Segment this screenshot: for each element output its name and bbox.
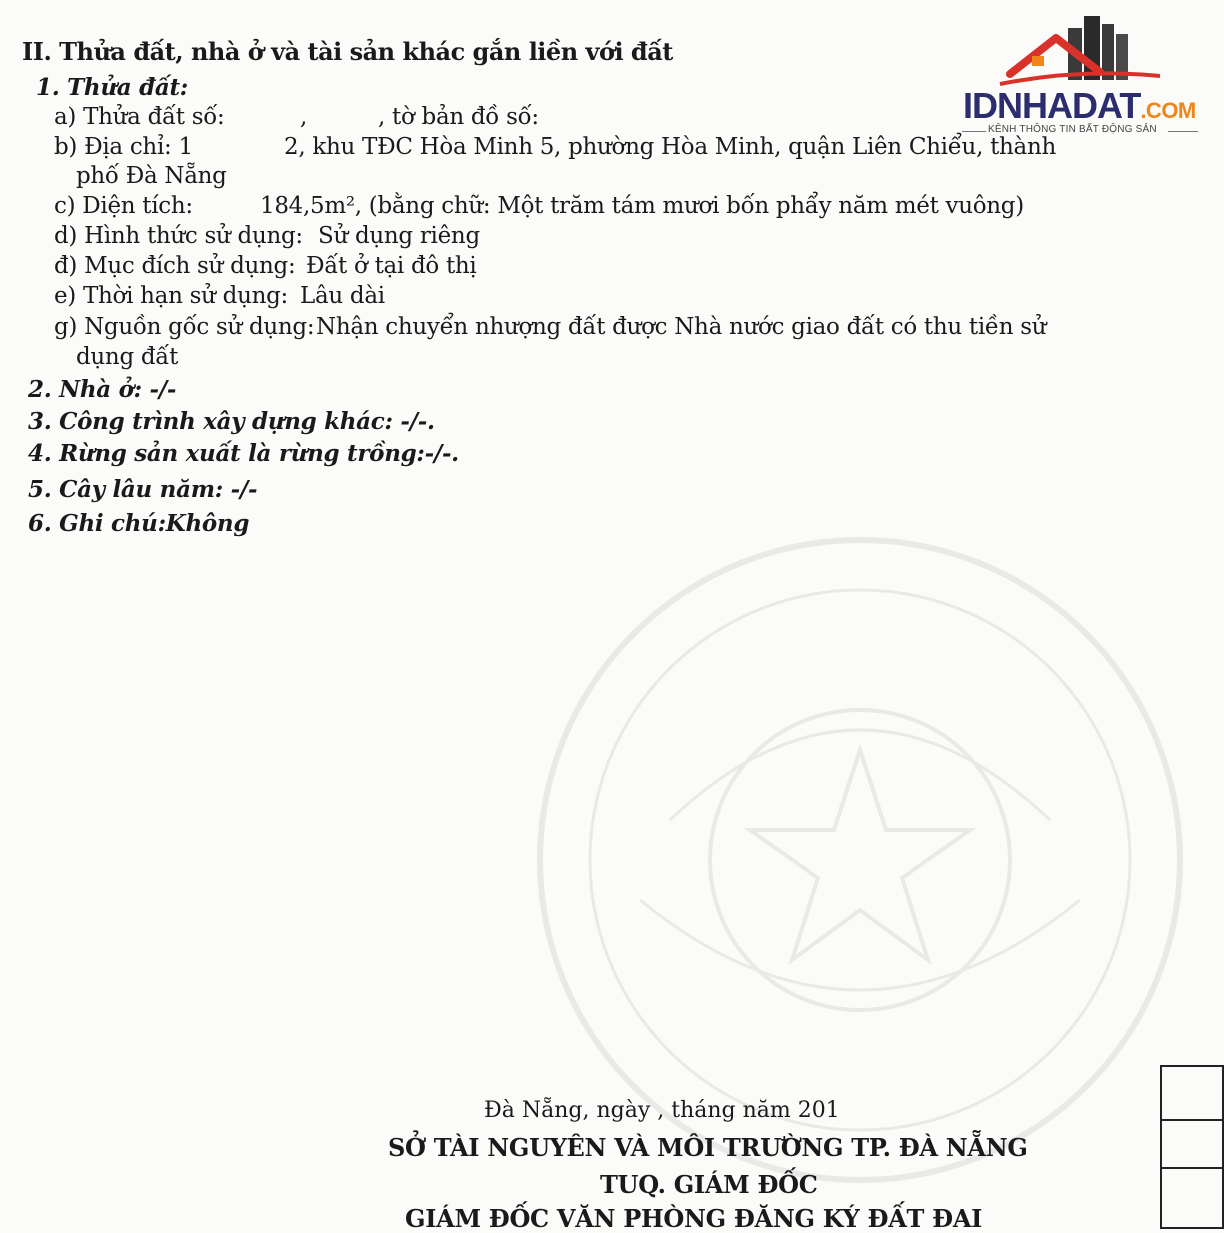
signing-role: TUQ. GIÁM ĐỐC <box>600 1170 818 1199</box>
usage-term-label: e) Thời hạn sử dụng: <box>54 283 288 309</box>
house-item: 2. Nhà ở: -/- <box>28 376 177 403</box>
land-heading: 1. Thửa đất: <box>36 74 188 101</box>
signing-authority: SỞ TÀI NGUYÊN VÀ MÔI TRƯỜNG TP. ĐÀ NẴNG <box>388 1133 1028 1162</box>
usage-origin-continuation: dụng đất <box>76 344 179 370</box>
logo-suffix: .COM <box>1140 98 1196 123</box>
register-grid-fragment <box>1160 1065 1224 1229</box>
address-value: 2, khu TĐC Hòa Minh 5, phường Hòa Minh, quận Liên Chiểu, thành <box>284 134 1056 160</box>
signature-date-line: Đà Nẵng, ngày , tháng năm 201 <box>484 1098 840 1123</box>
usage-purpose-value: Đất ở tại đô thị <box>306 253 477 279</box>
area-value: 184,5m², (bằng chữ: Một trăm tám mươi bốn phẩy năm mét vuông) <box>260 193 1024 219</box>
perennial-trees-item: 5. Cây lâu năm: -/- <box>28 476 258 503</box>
planted-forest-item: 4. Rừng sản xuất là rừng trồng:-/-. <box>28 440 459 467</box>
address-continuation: phố Đà Nẵng <box>76 163 227 189</box>
logo-rule-left <box>962 131 986 132</box>
usage-origin-value: Nhận chuyển nhượng đất được Nhà nước giao đất có thu tiền sử <box>316 314 1047 340</box>
other-construction-item: 3. Công trình xây dựng khác: -/-. <box>28 408 435 435</box>
map-sheet-label: , tờ bản đồ số: <box>378 104 539 130</box>
house-buildings-icon <box>960 10 1200 90</box>
section-title: II. Thửa đất, nhà ở và tài sản khác gắn liền với đất <box>22 37 673 66</box>
signing-sub-role: GIÁM ĐỐC VĂN PHÒNG ĐĂNG KÝ ĐẤT ĐAI <box>405 1204 983 1233</box>
usage-form-label: d) Hình thức sử dụng: <box>54 223 303 249</box>
logo-brand: IDNHADAT <box>963 85 1141 126</box>
usage-purpose-label: đ) Mục đích sử dụng: <box>54 253 296 279</box>
usage-origin-label: g) Nguồn gốc sử dụng: <box>54 314 315 340</box>
logo-tagline: KÊNH THÔNG TIN BẤT ĐỘNG SẢN <box>988 124 1157 135</box>
parcel-number-label: a) Thửa đất số: <box>54 104 225 130</box>
address-label: b) Địa chỉ: 1 <box>54 134 193 160</box>
parcel-number-separator: , <box>300 104 308 130</box>
idnhadat-watermark-logo <box>960 10 1200 145</box>
area-label: c) Diện tích: <box>54 193 193 219</box>
signing-sub-role-cutoff <box>405 1204 1035 1233</box>
logo-rule-right <box>1168 131 1198 132</box>
notes-item: 6. Ghi chú:Không <box>28 510 250 537</box>
usage-form-value: Sử dụng riêng <box>318 223 480 249</box>
usage-term-value: Lâu dài <box>300 283 385 309</box>
